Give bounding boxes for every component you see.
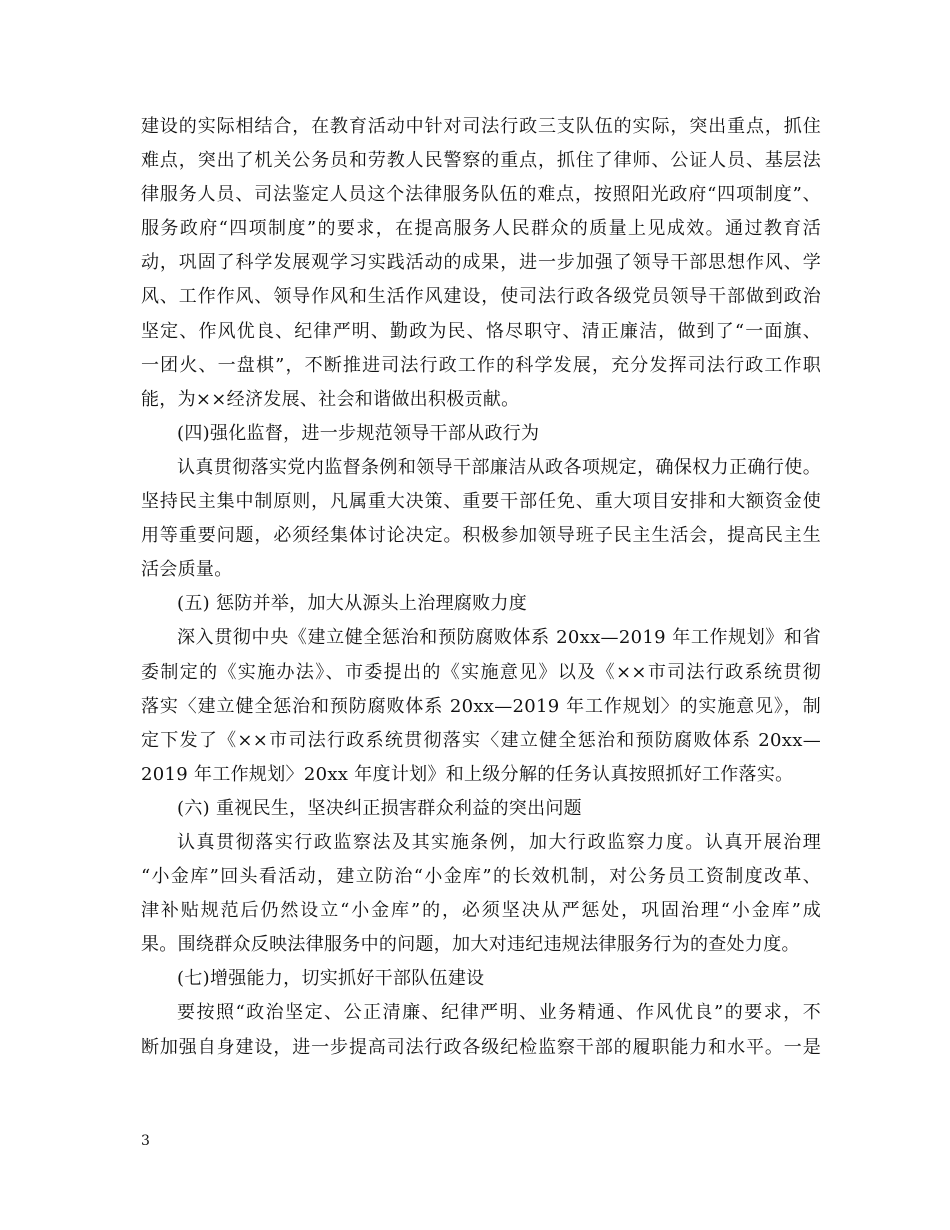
text-line: 用等重要问题，必须经集体讨论决定。积极参加领导班子民主生活会，提高民主生 bbox=[141, 525, 821, 547]
section-heading-6: (六) 重视民生，坚决纠正损害群众利益的突出问题 bbox=[177, 797, 582, 819]
text-line: 认真贯彻落实党内监督条例和领导干部廉洁从政各项规定，确保权力正确行使。 bbox=[177, 456, 821, 478]
text-line: 果。围绕群众反映法律服务中的问题，加大对违纪违规法律服务行为的查处力度。 bbox=[141, 934, 800, 956]
text-line: 定下发了《××市司法行政系统贯彻落实〈建立健全惩治和预防腐败体系 20xx— bbox=[141, 729, 821, 751]
section-heading-7: (七)增强能力，切实抓好干部队伍建设 bbox=[177, 968, 485, 990]
text-line: “小金库”回头看活动，建立防治“小金库”的长效机制，对公务员工资制度改革、 bbox=[141, 866, 821, 888]
text-line: 落实〈建立健全惩治和预防腐败体系 20xx—2019 年工作规划〉的实施意见》，制 bbox=[141, 695, 821, 717]
page-number: 3 bbox=[141, 1133, 150, 1149]
text-line: 断加强自身建设，进一步提高司法行政各级纪检监察干部的履职能力和水平。一是 bbox=[141, 1036, 821, 1058]
text-line: 2019 年工作规划〉20xx 年度计划》和上级分解的任务认真按照抓好工作落实。 bbox=[141, 763, 794, 785]
text-line: 认真贯彻落实行政监察法及其实施条例，加大行政监察力度。认真开展治理 bbox=[177, 831, 821, 853]
section-heading-4: (四)强化监督，进一步规范领导干部从政行为 bbox=[177, 422, 540, 444]
document-body bbox=[141, 110, 821, 1065]
text-line: 一团火、一盘棋”，不断推进司法行政工作的科学发展，充分发挥司法行政工作职 bbox=[141, 354, 821, 376]
text-line: 建设的实际相结合，在教育活动中针对司法行政三支队伍的实际，突出重点，抓住 bbox=[141, 116, 821, 137]
section-heading-5: (五) 惩防并举，加大从源头上治理腐败力度 bbox=[177, 593, 528, 615]
text-line: 动，巩固了科学发展观学习实践活动的成果，进一步加强了领导干部思想作风、学 bbox=[141, 252, 821, 274]
text-line: 律服务人员、司法鉴定人员这个法律服务队伍的难点，按照阳光政府“四项制度”、 bbox=[141, 184, 821, 206]
text-line: 坚持民主集中制原则，凡属重大决策、重要干部任免、重大项目安排和大额资金使 bbox=[141, 491, 821, 513]
text-line: 委制定的《实施办法》、市委提出的《实施意见》以及《××市司法行政系统贯彻 bbox=[141, 661, 821, 683]
text-line: 津补贴规范后仍然设立“小金库”的，必须坚决从严惩处，巩固治理“小金库”成 bbox=[141, 900, 821, 922]
text-line: 服务政府“四项制度”的要求，在提高服务人民群众的质量上见成效。通过教育活 bbox=[141, 218, 821, 240]
text-line: 坚定、作风优良、纪律严明、勤政为民、恪尽职守、清正廉洁，做到了“一面旗、 bbox=[141, 320, 821, 342]
text-line: 要按照“政治坚定、公正清廉、纪律严明、业务精通、作风优良”的要求，不 bbox=[177, 1002, 821, 1024]
text-line: 深入贯彻中央《建立健全惩治和预防腐败体系 20xx—2019 年工作规划》和省 bbox=[177, 627, 821, 649]
text-line: 活会质量。 bbox=[141, 559, 233, 581]
text-line: 难点，突出了机关公务员和劳教人民警察的重点，抓住了律师、公证人员、基层法 bbox=[141, 150, 821, 172]
text-line: 能，为××经济发展、社会和谐做出积极贡献。 bbox=[141, 388, 520, 410]
text-line: 风、工作作风、领导作风和生活作风建设，使司法行政各级党员领导干部做到政治 bbox=[141, 286, 821, 308]
